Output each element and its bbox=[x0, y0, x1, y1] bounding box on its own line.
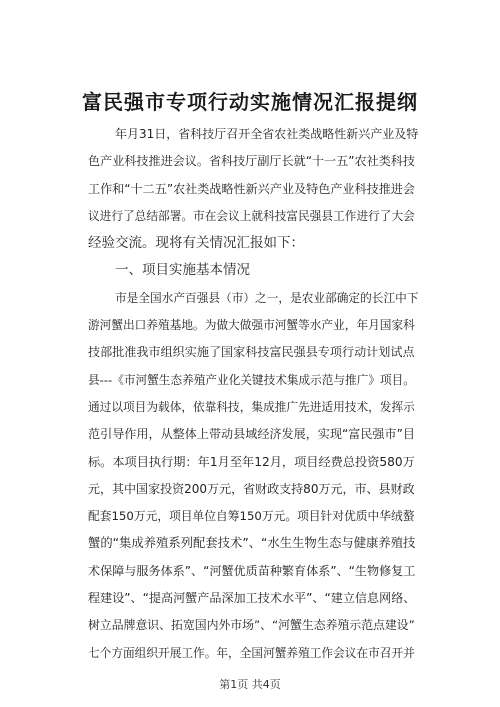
text-line: 树立品牌意识、拓宽国内外市场”、“河蟹生态养殖示范点建设” bbox=[88, 618, 415, 633]
text-line: 工作和“十二五”农社类战略性新兴产业及特色产业科技推进会 bbox=[88, 181, 415, 196]
section-heading: 一、项目实施基本情况 bbox=[115, 262, 250, 279]
text-line: 程建设”、“提高河蟹产品深加工技术水平”、“建立信息网络、 bbox=[88, 591, 416, 606]
text-line: 通过以项目为载体，依靠科技，集成推广先进适用技术，发挥示 bbox=[88, 399, 415, 414]
text-line: 范引导作用，从整体上带动县域经济发展，实现“富民强市”目 bbox=[88, 427, 415, 442]
text-line: 经验交流。现将有关情况汇报如下： bbox=[88, 235, 304, 252]
page-footer: 第1页 共4页 bbox=[219, 678, 281, 691]
text-line: 议进行了总结部署。市在会议上就科技富民强县工作进行了大会 bbox=[88, 208, 415, 223]
document-title: 富民强市专项行动实施情况汇报提纲 bbox=[82, 90, 418, 114]
text-line: 技部批准我市组织实施了国家科技富民强县专项行动计划试点 bbox=[88, 345, 415, 360]
text-line: 游河蟹出口养殖基地。为做大做强市河蟹等水产业，年月国家科 bbox=[88, 318, 415, 333]
text-line: 标。本项目执行期：年1月至年12月，项目经费总投资580万 bbox=[88, 454, 415, 469]
text-line: 配套150万元，项目单位自筹150万元。项目针对优质中华绒螯 bbox=[88, 509, 415, 524]
text-line: 七个方面组织开展工作。年，全国河蟹养殖工作会议在市召开并 bbox=[88, 645, 415, 660]
text-line: 元，其中国家投资200万元，省财政支持80万元，市、县财政 bbox=[88, 481, 415, 496]
text-line: 市是全国水产百强县（市）之一，是农业部确定的长江中下 bbox=[115, 290, 419, 305]
text-line: 年月31日，省科技厅召开全省农社类战略性新兴产业及特 bbox=[115, 127, 419, 141]
document-body bbox=[88, 121, 418, 667]
text-line: 色产业科技推进会议。省科技厅副厅长就“十一五”农社类科技 bbox=[88, 154, 415, 169]
text-line: 术保障与服务体系”、“河蟹优质苗种繁育体系”、“生物修复工 bbox=[88, 563, 416, 578]
text-line: 县---《市河蟹生态养殖产业化关键技术集成示范与推广》项目。 bbox=[88, 372, 415, 387]
text-line: 蟹的“集成养殖系列配套技术”、“水生生物生态与健康养殖技 bbox=[88, 536, 416, 551]
